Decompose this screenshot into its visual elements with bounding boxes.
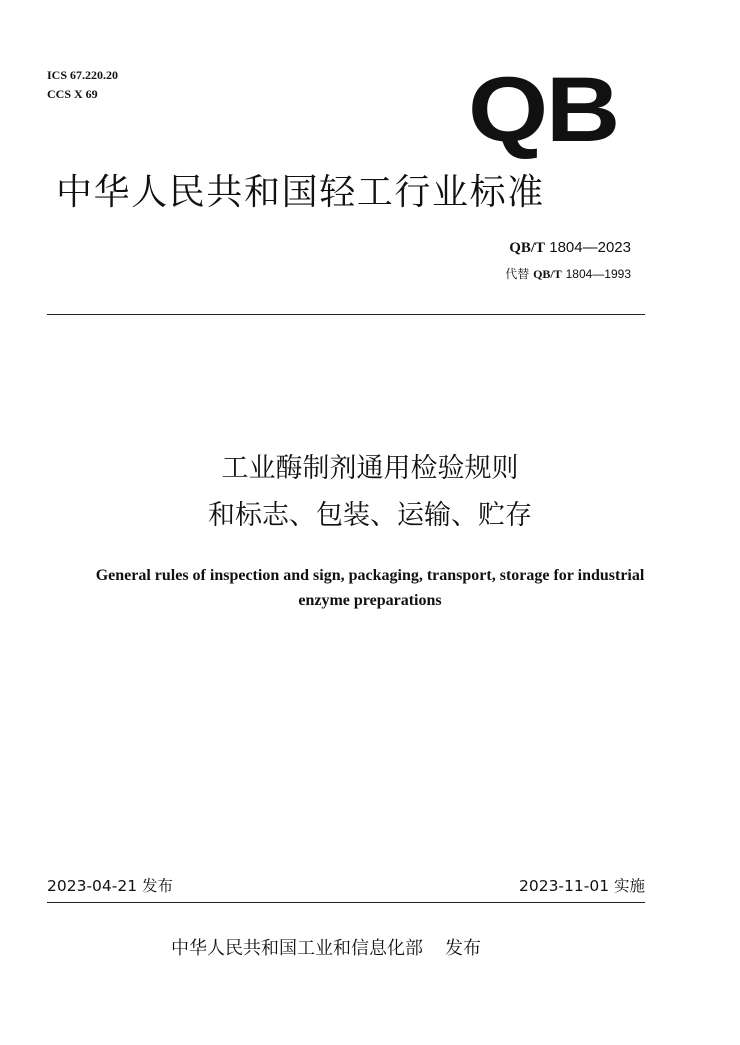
issue-date: 2023-04-21 发布 — [47, 877, 174, 895]
header-divider — [47, 314, 645, 315]
classification-codes — [47, 66, 118, 104]
standard-number-prefix: QB/T — [509, 240, 546, 256]
title-cn-line2: 和标志、包装、运输、贮存 — [208, 500, 532, 531]
footer-divider — [47, 902, 645, 903]
replaces-standard — [505, 266, 631, 282]
qb-logo: QB — [468, 59, 619, 161]
title-en-line2: enzyme preparations — [298, 592, 442, 609]
replaces-number: 1804—1993 — [565, 267, 631, 281]
ccs-code: CCS X 69 — [47, 87, 98, 101]
issuer-action: 发布 — [445, 938, 481, 959]
issuer — [171, 936, 481, 962]
industry-standard-heading: 中华人民共和国轻工行业标准 — [56, 172, 545, 213]
implementation-date: 2023-11-01 实施 — [518, 877, 645, 895]
standard-number — [509, 238, 631, 258]
standard-number-value: 1804—2023 — [549, 239, 631, 256]
issuer-name: 中华人民共和国工业和信息化部 — [171, 938, 423, 959]
title-cn-line1: 工业酶制剂通用检验规则 — [221, 453, 519, 484]
ics-code: ICS 67.220.20 — [47, 68, 119, 82]
replaces-prefix: QB/T — [533, 267, 562, 281]
replaces-label: 代替 — [505, 267, 530, 281]
title-en-line1: General rules of inspection and sign, packaging, transport, storage for industrial — [95, 567, 645, 584]
